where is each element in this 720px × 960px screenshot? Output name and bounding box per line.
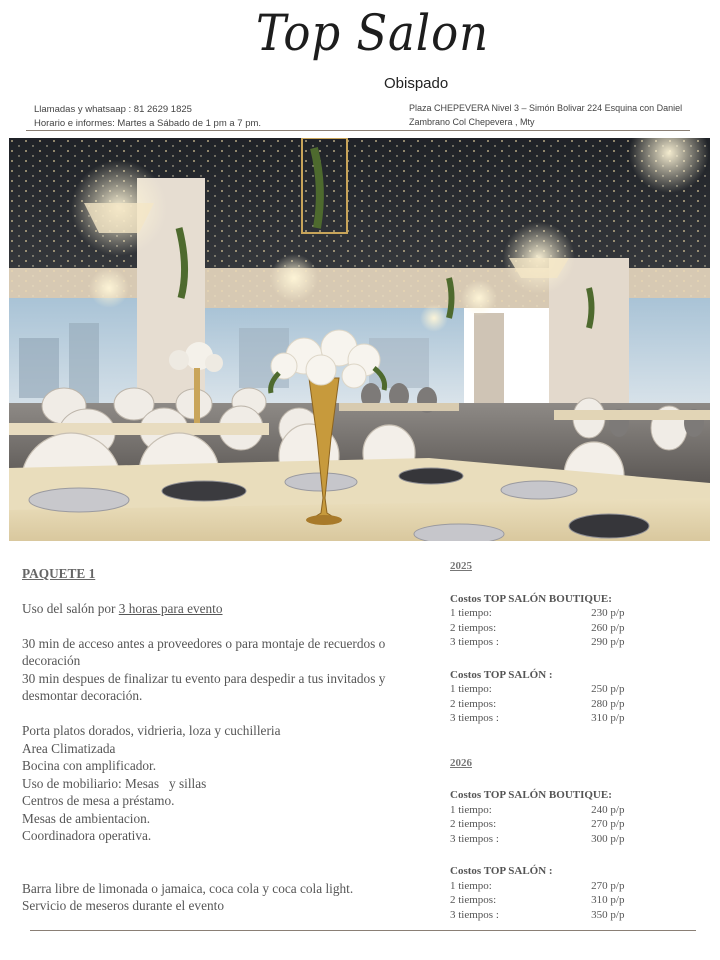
feature-item: Area Climatizada bbox=[22, 740, 116, 756]
extra-item: Servicio de meseros durante el evento bbox=[22, 898, 224, 913]
usage-hours: 3 horas para evento bbox=[118, 600, 223, 616]
price-label: 1 tiempo: bbox=[450, 879, 492, 892]
year-heading: 2025 bbox=[450, 560, 472, 572]
price-row bbox=[450, 817, 650, 832]
header-divider bbox=[26, 130, 690, 131]
price-value: 310 p/p bbox=[591, 712, 625, 724]
contact-hours: Horario e informes: Martes a Sábado de 1 pm a 7 pm. bbox=[34, 118, 262, 129]
feature-item: Coordinadora operativa. bbox=[22, 828, 152, 843]
price-row bbox=[450, 682, 650, 697]
address-line-1: Plaza CHEPEVERA Nivel 3 – Simón Bolivar 224 Esquina con Daniel bbox=[409, 103, 683, 113]
price-value: 310 p/p bbox=[591, 894, 625, 906]
price-label: 3 tiempos : bbox=[450, 832, 499, 845]
price-label: 1 tiempo: bbox=[450, 607, 492, 619]
access-after: 30 min despues de finalizar tu evento para despedir a tus invitados y desmontar decoración. bbox=[22, 670, 386, 703]
package-description bbox=[22, 565, 422, 915]
price-label: 3 tiempos : bbox=[450, 908, 499, 921]
brand-location: Obispado bbox=[384, 75, 449, 92]
pricing-section-title: Costos TOP SALÓN BOUTIQUE: bbox=[450, 789, 612, 801]
brand-name: Top Salon bbox=[256, 4, 489, 62]
address bbox=[409, 101, 709, 129]
feature-item: Porta platos dorados, vidrieria, loza y cuchilleria bbox=[22, 723, 281, 738]
price-row bbox=[450, 803, 650, 818]
price-label: 3 tiempos : bbox=[450, 636, 499, 648]
price-value: 270 p/p bbox=[591, 879, 625, 892]
price-label: 2 tiempos: bbox=[450, 818, 497, 830]
price-value: 280 p/p bbox=[591, 697, 625, 710]
price-label: 2 tiempos: bbox=[450, 621, 497, 634]
price-value: 270 p/p bbox=[591, 818, 625, 830]
price-label: 1 tiempo: bbox=[450, 683, 492, 695]
brand-logo bbox=[0, 4, 720, 96]
price-value: 250 p/p bbox=[591, 683, 625, 695]
contact-phone: Llamadas y whatsaap : 81 2629 1825 bbox=[34, 104, 192, 115]
price-value: 230 p/p bbox=[591, 607, 625, 619]
year-heading: 2026 bbox=[450, 756, 472, 769]
venue-photo bbox=[9, 138, 710, 541]
price-label: 2 tiempos: bbox=[450, 894, 497, 906]
price-label: 3 tiempos : bbox=[450, 712, 499, 724]
pricing-table bbox=[450, 559, 650, 922]
price-row bbox=[450, 635, 650, 650]
feature-item: Mesas de ambientacion. bbox=[22, 810, 151, 826]
price-row bbox=[450, 697, 650, 712]
price-value: 260 p/p bbox=[591, 621, 625, 634]
price-value: 300 p/p bbox=[591, 832, 625, 845]
price-row bbox=[450, 606, 650, 621]
price-row bbox=[450, 893, 650, 908]
price-row bbox=[450, 879, 650, 894]
price-value: 350 p/p bbox=[591, 908, 625, 921]
address-line-2: Zambrano Col Chepevera , Mty bbox=[409, 117, 535, 127]
usage-line bbox=[22, 600, 422, 618]
pricing-section-title: Costos TOP SALÓN : bbox=[450, 865, 553, 877]
feature-item: Uso de mobiliario: Mesas y sillas bbox=[22, 775, 207, 791]
price-value: 240 p/p bbox=[591, 803, 625, 816]
usage-prefix: Uso del salón por bbox=[22, 600, 119, 616]
feature-item: Bocina con amplificador. bbox=[22, 758, 157, 773]
price-label: 2 tiempos: bbox=[450, 697, 497, 710]
feature-item: Centros de mesa a préstamo. bbox=[22, 793, 175, 808]
extra-item: Barra libre de limonada o jamaica, coca cola y coca cola light. bbox=[22, 880, 354, 896]
pricing-section-title: Costos TOP SALÓN BOUTIQUE: bbox=[450, 592, 612, 605]
price-row bbox=[450, 908, 650, 923]
price-row bbox=[450, 621, 650, 636]
price-row bbox=[450, 832, 650, 847]
pricing-section-title: Costos TOP SALÓN : bbox=[450, 668, 553, 681]
price-row bbox=[450, 711, 650, 726]
price-label: 1 tiempo: bbox=[450, 803, 492, 816]
price-value: 290 p/p bbox=[591, 636, 625, 648]
package-title: PAQUETE 1 bbox=[22, 566, 96, 581]
access-before: 30 min de acceso antes a proveedores o para montaje de recuerdos o decoración bbox=[22, 635, 386, 668]
contact-info bbox=[34, 103, 261, 131]
footer-divider bbox=[30, 930, 696, 931]
